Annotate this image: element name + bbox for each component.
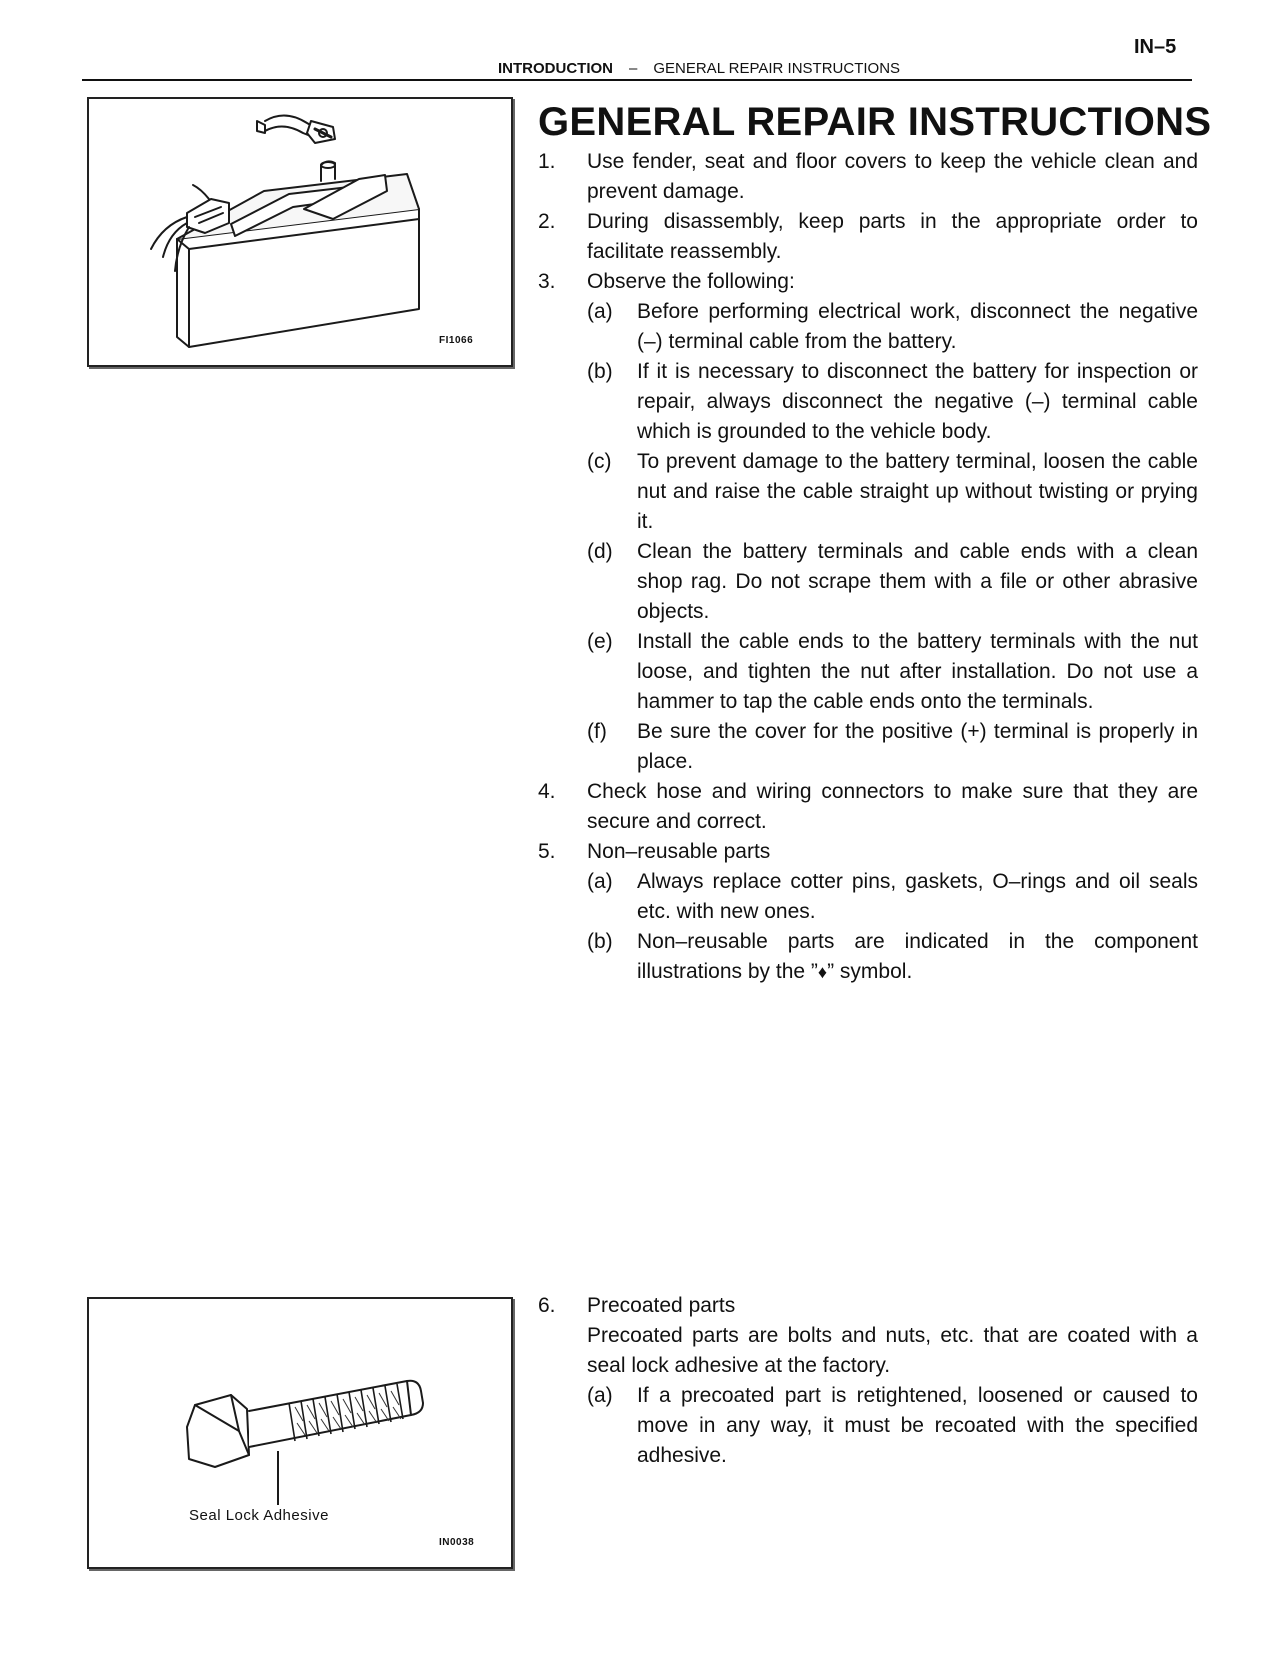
page-number: IN–5	[1134, 36, 1177, 58]
sub-item	[538, 717, 1198, 777]
sub-item-letter: (d)	[587, 540, 613, 563]
list-item	[538, 147, 1198, 207]
item-number: 5.	[538, 840, 556, 863]
sub-item-text-before: Non–reusable parts are indicated in the component illustrations by the ”	[637, 930, 1198, 983]
sub-item	[538, 297, 1198, 357]
sub-item	[538, 927, 1198, 987]
sub-item-text: To prevent damage to the battery terminal, loosen the cable nut and raise the cable straight up without twisting or prying it.	[637, 450, 1198, 533]
sub-item-text: If it is necessary to disconnect the battery for inspection or repair, always disconnect the negative (–) terminal cable which is grounded to the vehicle body.	[637, 360, 1198, 443]
sub-item-text: Always replace cotter pins, gaskets, O–rings and oil seals etc. with new ones.	[637, 870, 1198, 923]
item-text: Use fender, seat and floor covers to keep the vehicle clean and prevent damage.	[587, 150, 1198, 203]
running-head-subsection: GENERAL REPAIR INSTRUCTIONS	[653, 60, 901, 77]
item-text: Non–reusable parts	[587, 840, 771, 863]
battery-illustration	[87, 97, 513, 367]
diamond-symbol-icon: ♦	[817, 962, 828, 982]
sub-item	[538, 867, 1198, 927]
list-item	[538, 837, 1198, 867]
item-text: Observe the following:	[587, 270, 795, 293]
sub-item-text: Clean the battery terminals and cable ends with a clean shop rag. Do not scrape them with a file or other abrasive objects.	[637, 540, 1198, 623]
sub-item-text: If a precoated part is retightened, loosened or caused to move in any way, it must be recoated with the specified adhesive.	[637, 1384, 1198, 1467]
sub-item-text-after: ” symbol.	[827, 960, 913, 983]
sub-item	[538, 1381, 1198, 1471]
sub-item-letter: (a)	[587, 870, 613, 893]
item-text: Precoated parts	[587, 1294, 736, 1317]
sub-item-letter: (c)	[587, 450, 612, 473]
item-text: During disassembly, keep parts in the appropriate order to facilitate reassembly.	[587, 210, 1198, 263]
list-item	[538, 777, 1198, 837]
figure-caption: Seal Lock Adhesive	[189, 1507, 329, 1524]
item-number: 4.	[538, 780, 556, 803]
item-text: Check hose and wiring connectors to make sure that they are secure and correct.	[587, 780, 1198, 833]
sub-item-letter: (f)	[587, 720, 607, 743]
sub-item-letter: (e)	[587, 630, 613, 653]
sub-item	[538, 537, 1198, 627]
page-title: GENERAL REPAIR INSTRUCTIONS	[538, 100, 1212, 144]
item-number: 6.	[538, 1294, 556, 1317]
item-paragraph: Precoated parts are bolts and nuts, etc. that are coated with a seal lock adhesive at the factory.	[587, 1324, 1198, 1377]
list-item	[538, 207, 1198, 267]
item-number: 2.	[538, 210, 556, 233]
list-item	[538, 1291, 1198, 1321]
sub-item-text: Before performing electrical work, disconnect the negative (–) terminal cable from the battery.	[637, 300, 1198, 353]
sub-item	[538, 447, 1198, 537]
sub-item-letter: (b)	[587, 930, 613, 953]
sub-item-letter: (a)	[587, 1384, 613, 1407]
battery-drawing	[89, 99, 511, 365]
sub-item-letter: (b)	[587, 360, 613, 383]
bolt-illustration	[87, 1297, 513, 1569]
sub-item	[538, 357, 1198, 447]
running-head-section: INTRODUCTION	[498, 60, 613, 77]
running-head	[498, 60, 900, 77]
item-number: 1.	[538, 150, 556, 173]
sub-item-text: Be sure the cover for the positive (+) terminal is properly in place.	[637, 720, 1198, 773]
sub-item-letter: (a)	[587, 300, 613, 323]
instructions-list	[538, 147, 1198, 987]
precoated-section	[538, 1291, 1198, 1471]
sub-item-text	[637, 927, 1198, 987]
bolt-drawing	[89, 1299, 511, 1567]
item-number: 3.	[538, 270, 556, 293]
sub-item-text: Install the cable ends to the battery terminals with the nut loose, and tighten the nut after installation. Do not use a hammer to tap the cable ends onto the terminals.	[637, 630, 1198, 713]
running-head-separator: –	[629, 60, 638, 77]
header-rule	[82, 79, 1192, 81]
sub-item	[538, 627, 1198, 717]
figure-code: IN0038	[439, 1537, 475, 1548]
list-item	[538, 267, 1198, 297]
figure-code: FI1066	[439, 335, 474, 346]
